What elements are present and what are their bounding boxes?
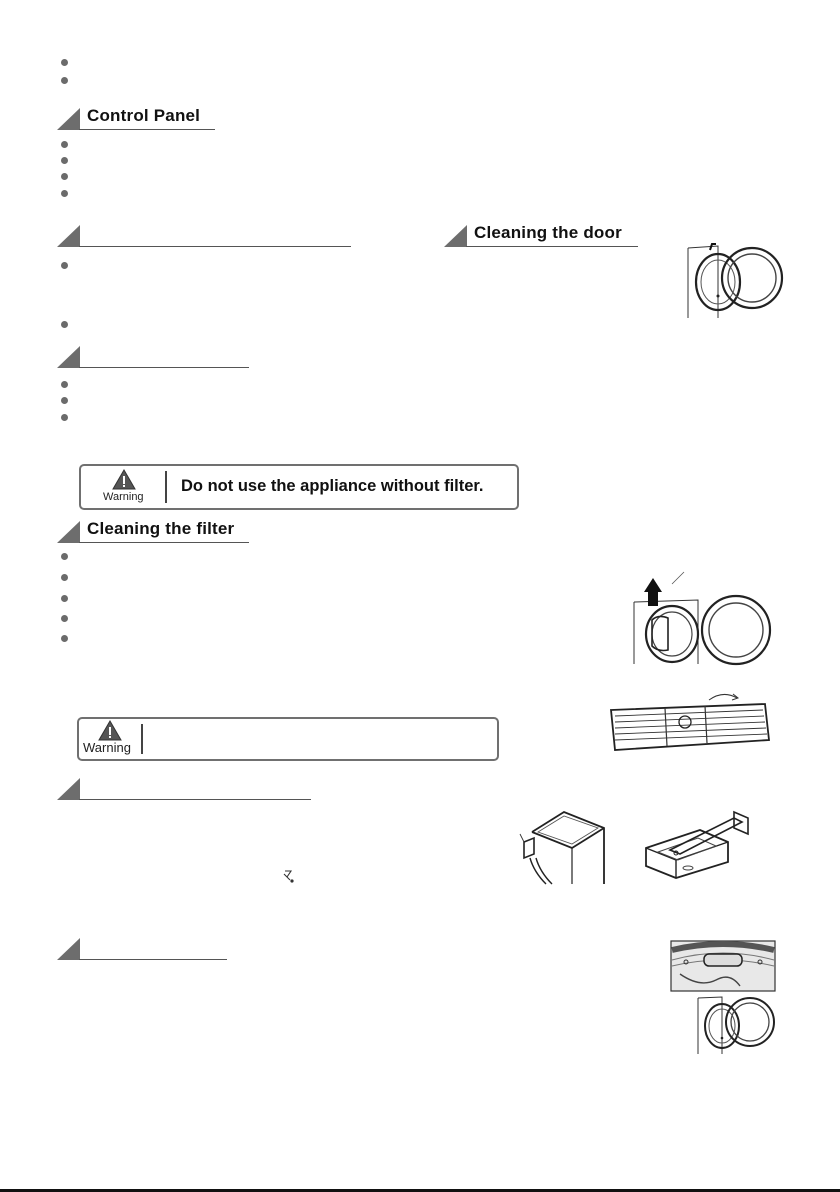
bullet-dot [61, 157, 68, 164]
section-marker-icon [57, 346, 80, 368]
section-untitled-1 [57, 225, 357, 247]
warning-triangle-icon [98, 720, 122, 741]
bullet-dot [61, 141, 68, 148]
bullet-dot [61, 397, 68, 404]
section-marker-icon [57, 225, 80, 247]
drum-closeup-illustration [670, 940, 776, 992]
section-marker-icon [444, 225, 467, 247]
section-untitled-4 [57, 938, 237, 960]
warning-divider [141, 724, 143, 754]
section-marker-icon [57, 521, 80, 543]
section-cleaning-door [444, 225, 644, 247]
water-tank-drawer-illustration [640, 808, 752, 880]
bullet-dot [61, 595, 68, 602]
section-title: Cleaning the door [474, 223, 622, 242]
section-rule [79, 246, 351, 248]
bullet-dot [61, 553, 68, 560]
section-control-panel [57, 108, 217, 130]
bullet-dot [61, 615, 68, 622]
section-title: Control Panel [87, 106, 201, 125]
section-untitled-2 [57, 346, 257, 368]
section-title: Cleaning the filter [87, 519, 235, 538]
bullet-dot [61, 635, 68, 642]
warning-label: Warning [83, 740, 131, 755]
washer-door-illustration [694, 992, 778, 1056]
drain-symbol-icon [282, 868, 296, 884]
bullet-dot [61, 381, 68, 388]
section-rule [79, 367, 249, 369]
section-rule [79, 959, 227, 961]
warning-text: Do not use the appliance without filter. [181, 477, 484, 495]
section-rule [466, 246, 638, 248]
bullet-dot [61, 59, 68, 66]
warning-box-2 [77, 717, 499, 761]
filter-removal-illustration [628, 570, 774, 666]
bullet-dot [61, 173, 68, 180]
warning-box-filter [79, 464, 519, 510]
water-tank-machine-illustration [516, 808, 612, 888]
section-cleaning-filter [57, 521, 257, 543]
bullet-dot [61, 77, 68, 84]
bullet-dot [61, 574, 68, 581]
section-marker-icon [57, 938, 80, 960]
bullet-dot [61, 190, 68, 197]
washer-door-illustration [682, 240, 786, 320]
warning-triangle-icon [112, 469, 136, 490]
section-rule [79, 799, 311, 801]
section-untitled-3 [57, 778, 317, 800]
warning-label: Warning [103, 491, 144, 503]
section-marker-icon [57, 108, 80, 130]
bullet-dot [61, 262, 68, 269]
section-marker-icon [57, 778, 80, 800]
section-rule [79, 542, 249, 544]
warning-divider [165, 471, 167, 503]
bullet-dot [61, 414, 68, 421]
bullet-dot [61, 321, 68, 328]
filter-grid-illustration [605, 690, 775, 760]
section-rule [79, 129, 215, 131]
